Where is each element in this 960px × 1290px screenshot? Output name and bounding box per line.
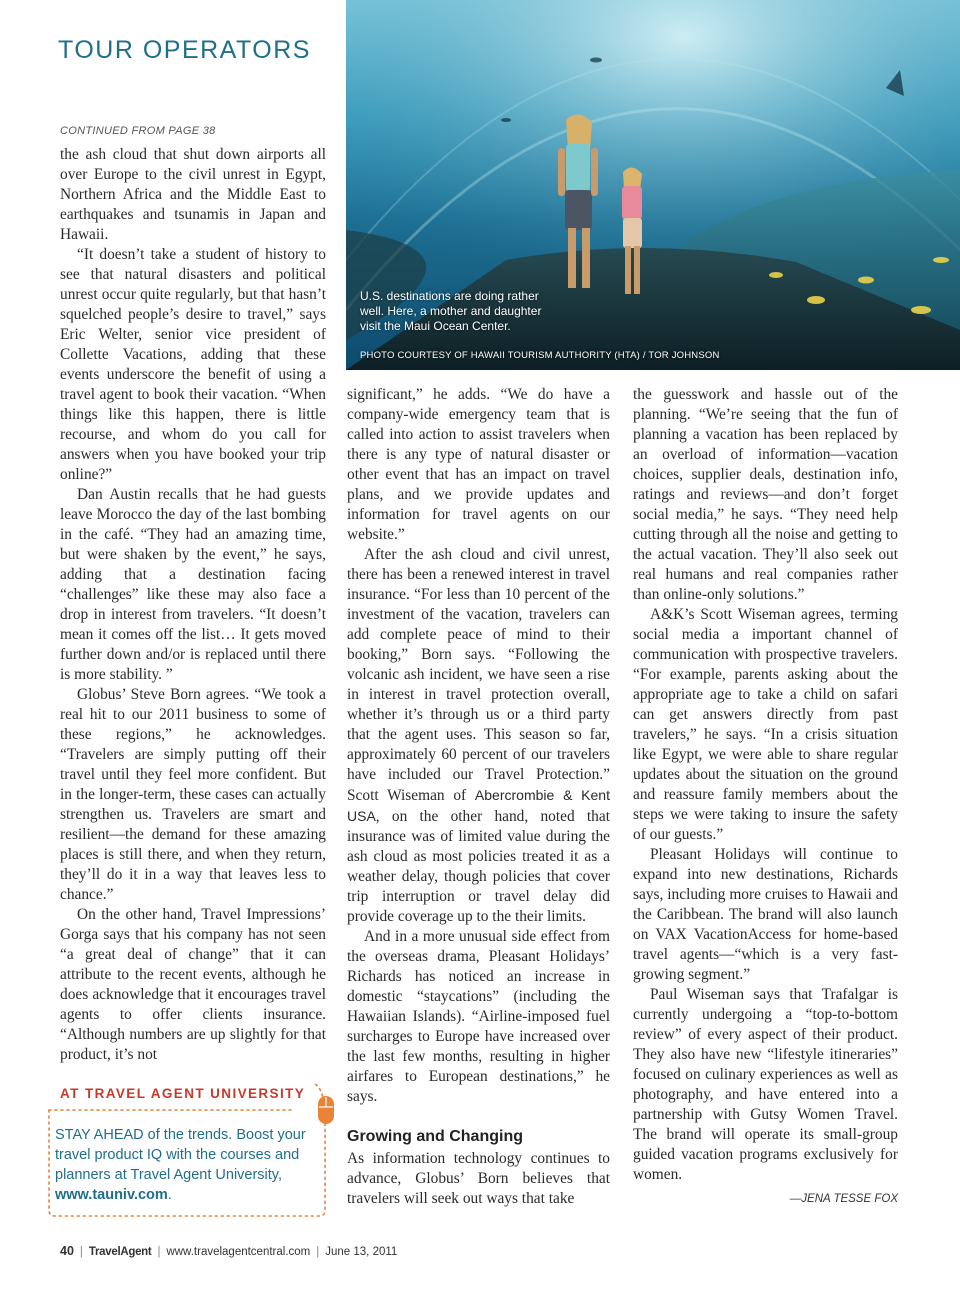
- paragraph: Paul Wiseman says that Trafalgar is currently undergoing a “top-to-bottom review” of every aspect of their product. They also have new “lifestyle itineraries” focused on culinary experiences as well as photography, and have entered into a partnership with Gutsy Women Travel. The brand will operate its small-group guided vacation programs exclusively for women.: [633, 986, 898, 1183]
- paragraph: the ash cloud that shut down airports all over Europe to the civil unrest in Egypt, Northern Africa and the Middle East to earthquakes and tsunamis in Japan and Hawaii.: [60, 146, 326, 243]
- paragraph-text: , on the other hand, noted that insurance was of limited value during the ash cloud as most policies treated it as a weather delay, though policies that cover trip interruption or travel delay did provide coverage up to the their limits.: [347, 808, 610, 925]
- paragraph-text: After the ash cloud and civil unrest, there has been a renewed interest in travel insurance. “For less than 10 percent of the investment of the vacation, travelers can add complete peace of mind to their booking,” Born says. “Following the volcanic ash incident, we have seen a rise in interest in travel protection overall, whether it’s through us or a third party that the agent uses. This season so far, approximately 60 percent of our travelers have included our Travel Protection.” Scott Wiseman of: [347, 546, 610, 804]
- website-link[interactable]: www.travelagentcentral.com: [166, 1246, 311, 1258]
- page-number: 40: [60, 1244, 74, 1258]
- paragraph: “It doesn’t take a student of history to see that natural disasters and political unrest occur quite regularly, but that hasn’t squelched people’s desire to travel,” says Eric Welter, senior vice president of Collette Vacations, adding that these events underscore the benefit of using a travel agent to book their vacation. “When things like this happen, there is little recourse, and whom do you call for answers when you have booked your trip online?”: [60, 246, 326, 483]
- paragraph: As information technology continues to advance, Globus’ Born believes that travelers will seek out ways that take: [347, 1150, 610, 1207]
- article-column-2: [347, 385, 610, 1209]
- paragraph: Pleasant Holidays will continue to expand into new destinations, Richards says, including more cruises to Hawaii and the Caribbean. The brand will also launch on VAX VacationAccess for home-based travel agents—“which is a very fast-growing segment.”: [633, 846, 898, 983]
- promo-link[interactable]: www.tauniv.com: [55, 1187, 168, 1203]
- footer-separator: |: [316, 1246, 320, 1258]
- section-title: TOUR OPERATORS: [58, 36, 311, 64]
- continued-note: CONTINUED FROM PAGE 38: [60, 125, 216, 137]
- paragraph: Globus’ Steve Born agrees. “We took a real hit to our 2011 business to some of these regions,” he acknowledges. “Travelers are simply putting off their travel until they feel more confident. But in the longer-term, these cases can actually strengthen us. Travelers are smart and resilient—the demand for these amazing places is still there, and when they return, they’ll do it in a way that leaves less to chance.”: [60, 686, 326, 903]
- promo-body: STAY AHEAD of the trends. Boost your travel product IQ with the courses and planners at Travel Agent University,: [55, 1127, 306, 1183]
- page-footer: [60, 1244, 397, 1258]
- photo-caption: U.S. destinations are doing rather well. Here, a mother and daughter visit the Maui Ocean Center.: [360, 289, 542, 333]
- paragraph: [347, 545, 610, 927]
- paragraph: A&K’s Scott Wiseman agrees, terming social media a important channel of communication with prospective travelers. “For example, parents asking about the appropriate age to take a child on safari can get answers directly from past travelers,” he says. “In a crisis situation like Egypt, we were able to share regular updates about the situation on the ground and reassure family members about the steps we were taking to insure the safety of our guests.”: [633, 606, 898, 843]
- article-column-3: [633, 385, 898, 1209]
- paragraph: Dan Austin recalls that he had guests leave Morocco the day of the last bombing in the café. “They had an amazing time, but were shaken by the event,” he says, adding that a destination facing “challenges” like these may also face a drop in interest from travelers. “It doesn’t mean it comes off the list… It gets moved further down and/or is replaced until there is more stability. ”: [60, 486, 326, 683]
- computer-mouse-icon: [316, 1094, 336, 1126]
- paragraph: And in a more unusual side effect from the overseas drama, Pleasant Holidays’ Richards has noticed an increase in domestic “staycations” (including the Hawaiian Islands). “Airline-imposed fuel surcharges to Europe have increased over the last few months, resulting in higher airfares to European destinations,” he says.: [347, 928, 610, 1105]
- magazine-name: TravelAgent: [88, 1246, 152, 1258]
- photo-credit: PHOTO COURTESY OF HAWAII TOURISM AUTHORITY (HTA) / TOR JOHNSON: [360, 350, 720, 361]
- footer-separator: |: [79, 1246, 83, 1258]
- article-column-1: [60, 145, 326, 1065]
- paragraph: the guesswork and hassle out of the planning. “We’re seeing that the fun of planning a vacation has been replaced by an overload of information—vacation choices, supplier deals, destination info, ratings and reviews—and don’t forget social media,” he says. “They need help cutting through all the noise and getting to the actual vacation. They’ll also seek out real humans and real companies rather than online-only solutions.”: [633, 386, 898, 603]
- paragraph: On the other hand, Travel Impressions’ Gorga says that his company has not seen “a great deal of change” that it can attribute to the recent events, although he does acknowledge that it encourages travel agents to offer clients insurance. “Although numbers are up slightly for that product, it’s not: [60, 906, 326, 1063]
- promo-heading: AT TRAVEL AGENT UNIVERSITY: [60, 1086, 306, 1101]
- promo-period: .: [167, 1187, 172, 1203]
- subhead: Growing and Changing: [347, 1128, 523, 1145]
- aquarium-photo: [346, 0, 960, 370]
- brand-name: Abercrombie & Kent USA: [347, 787, 610, 824]
- promo-text: [55, 1125, 317, 1205]
- byline: —JENA TESSE FOX: [789, 1193, 898, 1205]
- footer-separator: |: [157, 1246, 161, 1258]
- issue-date: June 13, 2011: [325, 1246, 398, 1258]
- paragraph: significant,” he adds. “We do have a company-wide emergency team that is called into action to assist travelers when there is any type of natural disaster or other event that has an impact on travel plans, and we provide updates and information for travel agents on our website.”: [347, 386, 610, 543]
